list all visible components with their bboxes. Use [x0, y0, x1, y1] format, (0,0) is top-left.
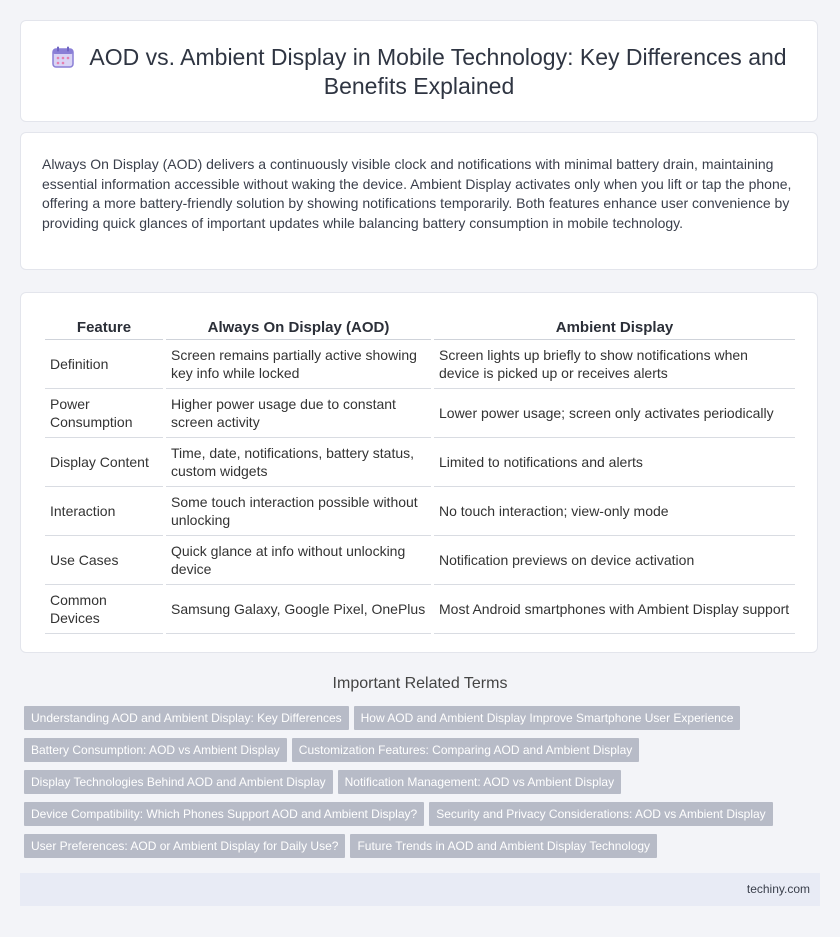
footer	[20, 873, 820, 906]
column-header: Always On Display (AOD)	[166, 317, 431, 340]
related-term-link[interactable]: How AOD and Ambient Display Improve Smartphone User Experience	[354, 706, 741, 730]
related-terms-title: Important Related Terms	[332, 675, 508, 692]
page-title-wrap	[21, 43, 817, 101]
column-header: Feature	[45, 317, 163, 340]
table-row	[45, 340, 795, 389]
table-cell: Use Cases	[45, 536, 163, 585]
table-cell: Power Consumption	[45, 389, 163, 438]
page-title: AOD vs. Ambient Display in Mobile Technology: Key Differences and Benefits Explained	[89, 44, 787, 99]
table-cell: Quick glance at info without unlocking device	[166, 536, 431, 585]
related-term-link[interactable]: User Preferences: AOD or Ambient Display for Daily Use?	[24, 834, 345, 858]
table-cell: Notification previews on device activation	[434, 536, 795, 585]
table-cell: Lower power usage; screen only activates periodically	[434, 389, 795, 438]
comparison-table-card	[20, 292, 818, 653]
table-cell: Common Devices	[45, 585, 163, 634]
table-cell: Time, date, notifications, battery status, custom widgets	[166, 438, 431, 487]
table-cell: Most Android smartphones with Ambient Display support	[434, 585, 795, 634]
table-row	[45, 438, 795, 487]
table-row	[45, 389, 795, 438]
table-cell: Higher power usage due to constant screen activity	[166, 389, 431, 438]
related-term-link[interactable]: Notification Management: AOD vs Ambient Display	[338, 770, 621, 794]
table-cell: No touch interaction; view-only mode	[434, 487, 795, 536]
related-terms-list	[24, 706, 804, 866]
table-cell: Screen lights up briefly to show notifications when device is picked up or receives alerts	[434, 340, 795, 389]
table-row	[45, 585, 795, 634]
table-cell: Display Content	[45, 438, 163, 487]
table-cell: Some touch interaction possible without unlocking	[166, 487, 431, 536]
table-cell: Screen remains partially active showing key info while locked	[166, 340, 431, 389]
related-term-link[interactable]: Understanding AOD and Ambient Display: Key Differences	[24, 706, 349, 730]
table-row	[45, 536, 795, 585]
related-term-link[interactable]: Customization Features: Comparing AOD and Ambient Display	[292, 738, 640, 762]
table-cell: Limited to notifications and alerts	[434, 438, 795, 487]
table-cell: Samsung Galaxy, Google Pixel, OnePlus	[166, 585, 431, 634]
table-row	[45, 487, 795, 536]
footer-brand[interactable]: techiny.com	[746, 882, 810, 896]
table-cell: Interaction	[45, 487, 163, 536]
related-term-link[interactable]: Security and Privacy Considerations: AOD vs Ambient Display	[429, 802, 772, 826]
column-header: Ambient Display	[434, 317, 795, 340]
calendar-icon	[51, 45, 75, 69]
header-card	[20, 20, 818, 122]
related-term-link[interactable]: Future Trends in AOD and Ambient Display Technology	[350, 834, 657, 858]
related-term-link[interactable]: Battery Consumption: AOD vs Ambient Display	[24, 738, 287, 762]
intro-card	[20, 132, 818, 270]
related-term-link[interactable]: Display Technologies Behind AOD and Ambient Display	[24, 770, 333, 794]
related-term-link[interactable]: Device Compatibility: Which Phones Support AOD and Ambient Display?	[24, 802, 424, 826]
table-cell: Definition	[45, 340, 163, 389]
table-header-row	[45, 317, 795, 340]
comparison-table	[42, 317, 798, 634]
intro-paragraph: Always On Display (AOD) delivers a continuously visible clock and notifications with minimal battery drain, maintaining essential information accessible without waking the device. Ambient Display activates only when you lift or tap the phone, offering a more battery-friendly solution by showing notifications temporarily. Both features enhance user convenience by providing quick glances of important updates while balancing battery consumption in mobile technology.	[42, 156, 792, 231]
